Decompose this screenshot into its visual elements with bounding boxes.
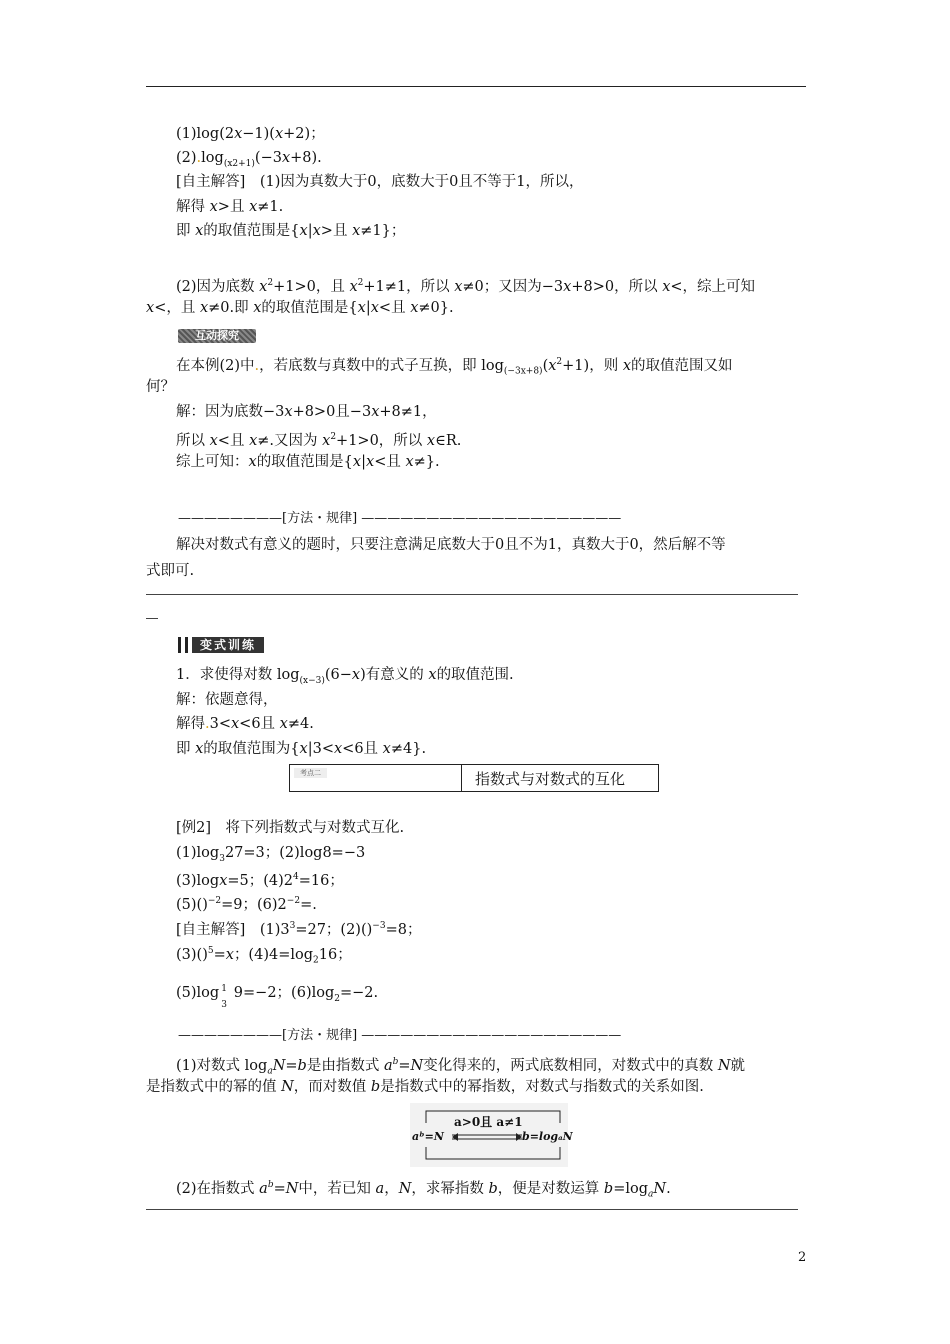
method-rule-heading: ————————[方法・规律] ————————————————————	[178, 511, 622, 526]
text-line: 即 x的取值范围为{x|3<x<6且 x≠4}.	[176, 741, 427, 757]
text-line: x<，且 x≠0.即 x的取值范围是{x|x<且 x≠0}.	[146, 300, 454, 316]
separator-dashes	[146, 618, 158, 619]
text-line: 式即可.	[146, 563, 195, 579]
text-line: (2)因为底数 $x^2+1>0$，且 $x^2+1\ne 1$，所以 x≠0；又因为−3x+8>0，所以 x<，综上可知	[176, 278, 756, 295]
text-line: (5)log 1 3 9=−2；$(6)\log_2=-2$.	[176, 984, 379, 1010]
text-line: [自主解答] (1)因为真数大于0，底数大于0且不等于1，所以，	[176, 174, 584, 190]
diagram-condition: a>0且 a≠1	[454, 1115, 523, 1129]
bars-icon	[178, 637, 188, 653]
text-line: $(1)\log_327=3$；(2)log8=−3	[176, 845, 366, 864]
separator-dashes	[146, 594, 798, 595]
text-line: 解决对数式有意义的题时，只要注意满足底数大于0且不为1，真数大于0，然后解不等	[176, 537, 726, 553]
text-line: 解得.3<x<6且 x≠4.	[176, 716, 314, 732]
diagram-log-form: b=logₐN	[522, 1130, 573, 1143]
exponent-log-relation-diagram	[410, 1103, 573, 1167]
page-number: 2	[798, 1250, 807, 1265]
text-line: 解得 x>且 x≠1.	[176, 199, 284, 215]
topic-tag: 考点二	[294, 768, 327, 778]
text-line: 综上可知：x的取值范围是{x|x<且 x≠}.	[176, 454, 440, 470]
text-line: [例2] 将下列指数式与对数式互化.	[176, 820, 405, 836]
text-line: (3)()$^5$=x；$(4)4=\log_216$；	[176, 946, 352, 966]
text-line: (1)log(2x−1)(x+2)；	[176, 126, 325, 142]
text-line: 解：依题意得，	[176, 692, 278, 708]
separator-dashes	[146, 1209, 798, 1210]
text-line: (3)logx=5；$(4)2^4=16$；	[176, 872, 344, 889]
text-line: 1．求使得对数 $\log_{(x-3)}(6-x)$有意义的 x的取值范围.	[176, 667, 514, 686]
text-line: [自主解答] $(1)3^3=27$；(2)()$^{-3}$=8；	[176, 921, 422, 938]
topic-title: 指数式与对数式的互化	[475, 770, 626, 788]
method-rule-heading: ————————[方法・规律] ————————————————————	[178, 1028, 622, 1043]
text-line: 解：因为底数−3x+8>0且−3x+8≠1，	[176, 404, 437, 420]
text-line: 何？	[146, 379, 175, 395]
diagram-exponential-form: aᵇ=N	[412, 1130, 444, 1143]
text-line: 即 x的取值范围是{x|x>且 x≠1}；	[176, 223, 406, 239]
interactive-exploration-tag: 互动探究	[178, 329, 256, 343]
text-line: 所以 x<且 x≠.又因为 $x^2+1>0$，所以 x∈R.	[176, 432, 462, 449]
variant-training-tag: 变式训练	[178, 637, 296, 653]
text-line: (1)对数式 $\log_aN=b$是由指数式 $a^b=N$变化得来的，两式底数相同，对数式中的真数 N就	[176, 1057, 745, 1077]
text-line: $(2).\log_{(x2+1)}(-3x+8)$.	[176, 150, 322, 169]
text-line: 是指数式中的幂的值 N，而对数值 b是指数式中的幂指数，对数式与指数式的关系如图.	[146, 1079, 704, 1095]
text-line: (2)在指数式 $a^b=N$中，若已知 a，N，求幂指数 b，便是对数运算 $b=\log_aN$.	[176, 1180, 671, 1200]
text-line: 在本例(2)中.，若底数与真数中的式子互换，即 $\log_{(-3x+8)}(x^2+1)$，则 x的取值范围又如	[176, 357, 733, 377]
text-line: (5)()$^{-2}$=9；$(6)2^{-2}=$.	[176, 896, 317, 913]
topic-heading-box	[289, 764, 659, 792]
header-rule	[146, 86, 806, 87]
